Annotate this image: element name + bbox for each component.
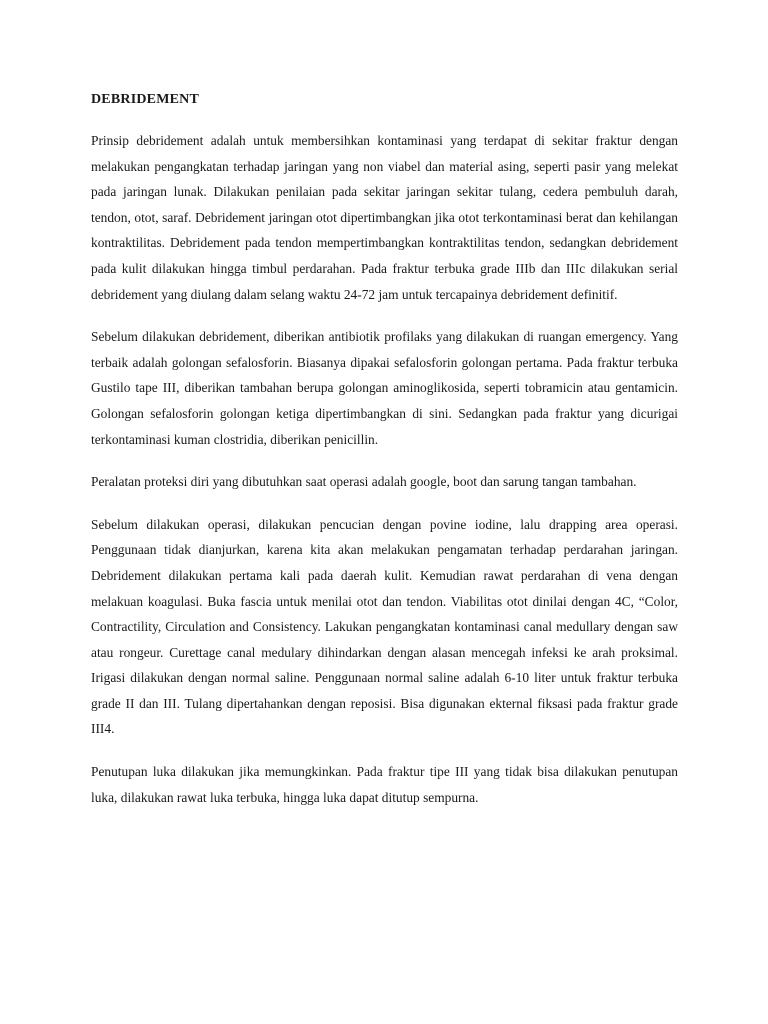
paragraph-protective-equipment: Peralatan proteksi diri yang dibutuhkan saat operasi adalah google, boot dan sarung tangan tambahan. (91, 474, 637, 490)
paragraph-operation-procedure: Sebelum dilakukan operasi, dilakukan pencucian dengan povine iodine, lalu drapping area operasi. Penggunaan tidak dianjurkan, karena kita akan melakukan pengamatan terhadap perdarahan jaringan. Debridement dilakukan pertama kali pada daerah kulit. Kemudian rawat perdarahan di vena dengan melakuan koagulasi. Buka fascia untuk menilai otot dan tendon. Viabilitas otot dinilai dengan 4C, “Color, Contractility, Circulation and Consistency. Lakukan pengangkatan kontaminasi canal medullary dengan saw atau rongeur. Curettage canal medulary dihindarkan dengan alasan mencegah infeksi ke arah proksimal. Irigasi dilakukan dengan normal saline. Penggunaan normal saline adalah 6-10 liter untuk fraktur terbuka grade II dan III. Tulang dipertahankan dengan reposisi. Bisa digunakan ekternal fiksasi pada fraktur grade III4. (91, 516, 678, 737)
document-page (91, 91, 678, 827)
paragraph-wound-closure: Penutupan luka dilakukan jika memungkinkan. Pada fraktur tipe III yang tidak bisa dilakukan penutupan luka, dilakukan rawat luka terbuka, hingga luka dapat ditutup sempurna. (91, 764, 678, 805)
document-title: DEBRIDEMENT (91, 92, 199, 107)
paragraph-antibiotics: Sebelum dilakukan debridement, diberikan antibiotik profilaks yang dilakukan di ruangan emergency. Yang terbaik adalah golongan sefalosforin. Biasanya dipakai sefalosforin golongan pertama. Pada fraktur terbuka Gustilo tape III, diberikan tambahan berupa golongan aminoglikosida, seperti tobramicin atau gentamicin. Golongan sefalosforin golongan ketiga dipertimbangkan di sini. Sedangkan pada fraktur yang dicurigai terkontaminasi kuman clostridia, diberikan penicillin. (91, 329, 678, 447)
paragraph-debridement-principle: Prinsip debridement adalah untuk membersihkan kontaminasi yang terdapat di sekitar fraktur dengan melakukan pengangkatan terhadap jaringan yang non viabel dan material asing, seperti pasir yang melekat pada jaringan lunak. Dilakukan penilaian pada sekitar jaringan sekitar tulang, cedera pembuluh darah, tendon, otot, saraf. Debridement jaringan otot dipertimbangkan jika otot terkontaminasi berat dan kehilangan kontraktilitas. Debridement pada tendon mempertimbangkan kontraktilitas tendon, sedangkan debridement pada kulit dilakukan hingga timbul perdarahan. Pada fraktur terbuka grade IIIb dan IIIc dilakukan serial debridement yang diulang dalam selang waktu 24-72 jam untuk tercapainya debridement definitif. (91, 133, 678, 302)
